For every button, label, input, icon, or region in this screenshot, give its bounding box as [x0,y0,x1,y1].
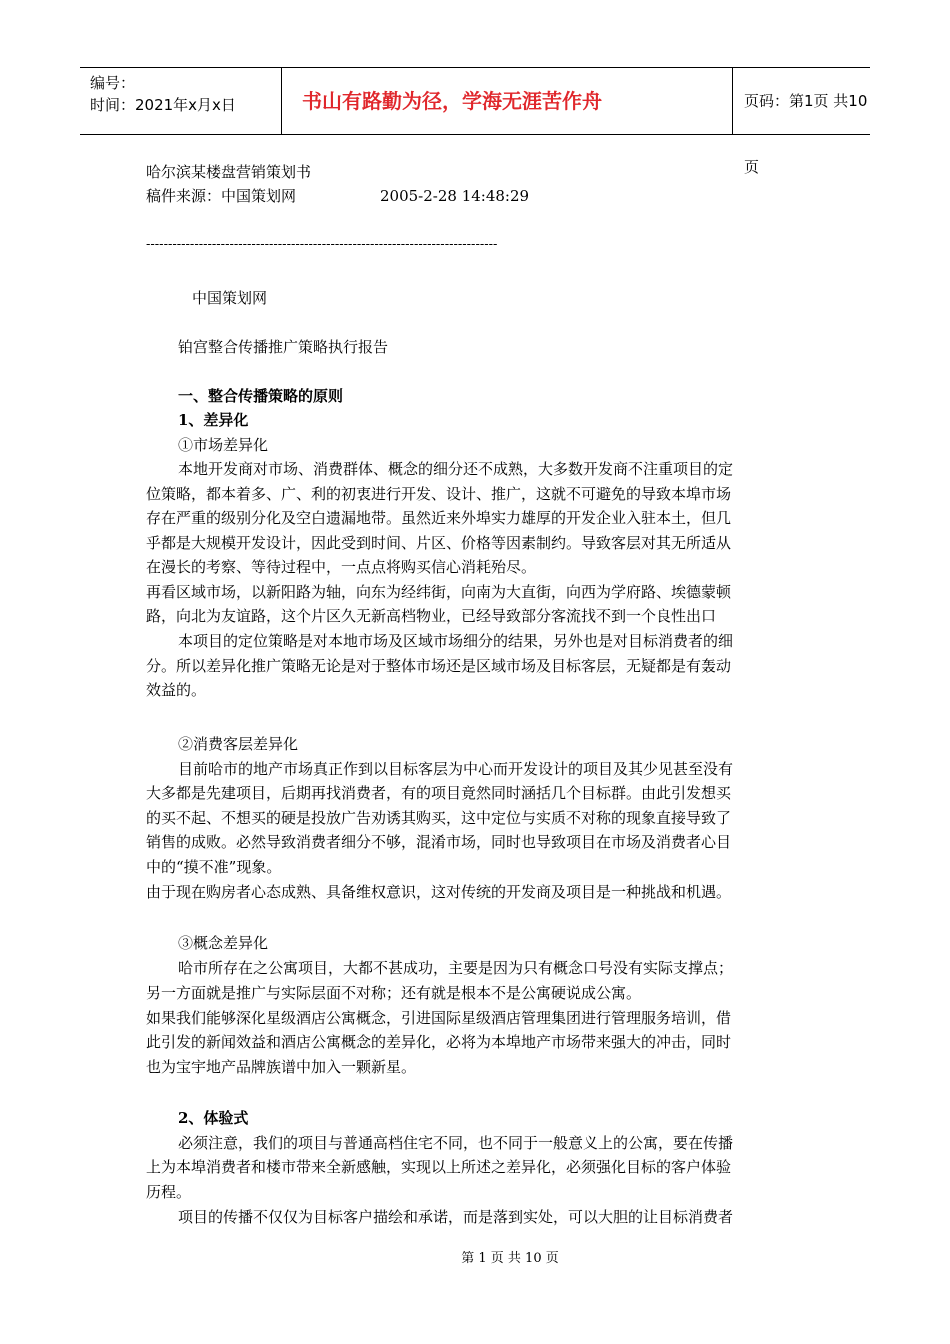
paragraph-line: 乎都是大规模开发设计，因此受到时间、片区、价格等因素制约。导致客层对其无所适从 [146,534,732,552]
paragraph-line: 销售的成败。必然导致消费者细分不够，混淆市场，同时也导致项目在市场及消费者心目 [146,833,732,851]
header-motto: 书山有路勤为径，学海无涯苦作舟 [281,68,733,134]
item-market-differentiation: ①市场差异化 [178,436,269,454]
item-concept-differentiation: ③概念差异化 [178,934,269,952]
paragraph-line: 也为宝宇地产品牌族谱中加入一颗新星。 [146,1058,417,1076]
paragraph-line: 历程。 [146,1183,192,1201]
paragraph-line: 另一方面就是推广与实际层面不对称；还有就是根本不是公寓硬说成公寓。 [146,984,642,1002]
paragraph-line: 此引发的新闻效益和酒店公寓概念的差异化，必将为本埠地产市场带来强大的冲击，同时 [146,1033,732,1051]
paragraph-line: 本项目的定位策略是对本地市场及区域市场细分的结果，另外也是对目标消费者的细 [178,632,734,650]
paragraph-line: 效益的。 [146,681,207,699]
subheading-differentiation: 1、差异化 [178,411,249,429]
paragraph-line: 必须注意，我们的项目与普通高档住宅不同，也不同于一般意义上的公寓，要在传播 [178,1134,734,1152]
paragraph-line: 路，向北为友谊路，这个片区久无新高档物业，已经导致部分客流找不到一个良性出口 [146,607,717,625]
doc-source: 稿件来源：中国策划网 [146,187,297,205]
paragraph-line: 的买不起、不想买的硬是投放广告劝诱其购买，这中定位与实质不对称的现象直接导致了 [146,809,732,827]
number-label: 编号： [90,74,136,92]
paragraph-line: 由于现在购房者心态成熟、具备维权意识，这对传统的开发商及项目是一种挑战和机遇。 [146,883,732,901]
paragraph-line: 目前哈市的地产市场真正作到以目标客层为中心而开发设计的项目及其少见甚至没有 [178,760,734,778]
subheading-experiential: 2、体验式 [178,1109,249,1127]
page-footer: 第 1 页 共 10 页 [461,1251,559,1266]
header-meta [80,68,280,134]
doc-datetime: 2005-2-28 14:48:29 [380,187,530,205]
paragraph-line: 项目的传播不仅仅为目标客户描绘和承诺，而是落到实处，可以大胆的让目标消费者 [178,1208,734,1226]
paragraph-line: 存在严重的级别分化及空白遗漏地带。虽然近来外埠实力雄厚的开发企业入驻本土，但几 [146,509,732,527]
paragraph-line: 位策略，都本着多、广、利的初衷进行开发、设计、推广，这就不可避免的导致本埠市场 [146,485,732,503]
date-label: 时间：2021年x月x日 [90,96,236,114]
paragraph-line: 哈市所存在之公寓项目，大都不甚成功，主要是因为只有概念口号没有实际支撑点； [178,959,734,977]
paragraph-line: 如果我们能够深化星级酒店公寓概念，引进国际星级酒店管理集团进行管理服务培训，借 [146,1009,732,1027]
section-heading-1: 一、整合传播策略的原则 [178,387,344,405]
paragraph-line: 上为本埠消费者和楼市带来全新感触，实现以上所述之差异化，必须强化目标的客户体验 [146,1158,732,1176]
doc-title: 哈尔滨某楼盘营销策划书 [146,163,312,181]
item-consumer-differentiation: ②消费客层差异化 [178,735,299,753]
paragraph-line: 大多都是先建项目，后期再找消费者，有的项目竟然同时涵括几个目标群。由此引发想买 [146,784,732,802]
separator-line: -------------------------------------------------------------------------------- [146,237,498,252]
paragraph-line: 再看区域市场，以新阳路为轴，向东为经纬街，向南为大直街，向西为学府路、埃德蒙顿 [146,583,732,601]
site-name: 中国策划网 [192,289,268,307]
paragraph-line: 分。所以差异化推广策略无论是对于整体市场还是区域市场及目标客层，无疑都是有轰动 [146,657,732,675]
header-page-code: 页码：第1页 共10页 [744,92,868,176]
paragraph-line: 本地开发商对市场、消费群体、概念的细分还不成熟，大多数开发商不注重项目的定 [178,460,734,478]
paragraph-line: 在漫长的考察、等待过程中，一点点将购买信心消耗殆尽。 [146,558,537,576]
report-title: 铂宫整合传播推广策略执行报告 [178,338,389,356]
paragraph-line: 中的“摸不准”现象。 [146,858,282,876]
